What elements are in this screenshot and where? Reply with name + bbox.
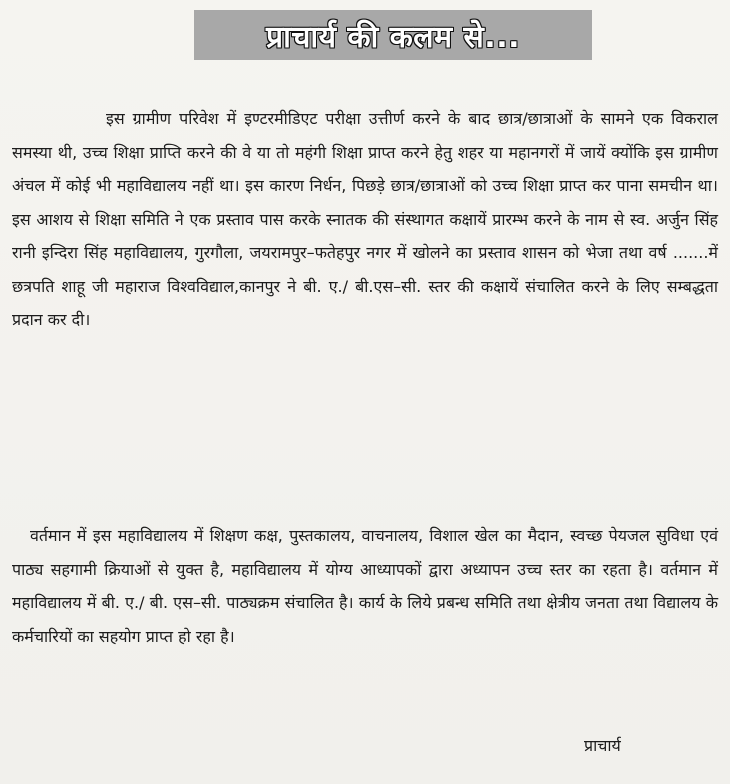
title-banner [194,10,592,60]
paragraph-facilities: वर्तमान में इस महाविद्यालय में शिक्षण कक्ष, पुस्तकालय, वाचनालय, विशाल खेल का मैदान, स्वच्छ पेयजल सुविधा एवं पाठ्य सहगामी क्रियाओं से युक्त है, महाविद्यालय में योग्य आध्यापकों द्वारा अध्यापन उच्च स्तर का रहता है। वर्तमान में महाविद्यालय में बी. ए./ बी. एस–सी. पाठ्यक्रम संचालित है। कार्य के लिये प्रबन्ध समिति तथा क्षेत्रीय जनता तथा विद्यालय के कर्मचारियों का सहयोग प्राप्त हो रहा है। [12,526,718,646]
signature-text: प्राचार्य [584,736,621,755]
page-title: प्राचार्य की कलम से... [266,19,520,55]
paragraph-intro: इस ग्रामीण परिवेश में इण्टरमीडिएट परीक्षा उत्तीर्ण करने के बाद छात्र/छात्राओं के सामने एक विकराल समस्या थी, उच्च शिक्षा प्राप्ति करने की वे या तो महंगी शिक्षा प्राप्त करने हेतु शहर या महानगरों में जायें क्योंकि इस ग्रामीण अंचल में कोई भी महाविद्यालय नहीं था। इस कारण निर्धन, पिछड़े छात्र/छात्राओं को उच्च शिक्षा प्राप्त कर पाना समचीन था। इस आशय से शिक्षा समिति ने एक प्रस्ताव पास करके स्नातक की संस्थागत कक्षायें प्रारम्भ करने के नाम से स्व. अर्जुन सिंह रानी इन्दिरा सिंह महाविद्यालय, गुरगौला, जयरामपुर–फतेहपुर नगर में खोलने का प्रस्ताव शासन को भेजा तथा वर्ष .......में छत्रपति शाहू जी महाराज विश्वविद्याल,कानपुर ने बी. ए./ बी.एस–सी. स्तर की कक्षायें संचालित करने के लिए सम्बद्धता प्रदान कर दी। [12,109,718,329]
